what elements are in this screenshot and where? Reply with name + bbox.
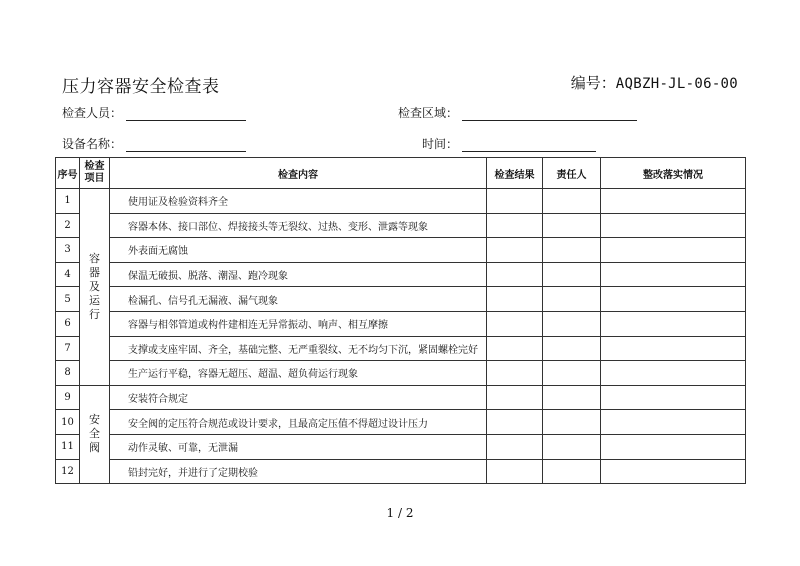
- row-content: 铅封完好，并进行了定期校验: [110, 459, 487, 484]
- time-line[interactable]: [462, 137, 596, 152]
- result-cell[interactable]: [487, 336, 543, 361]
- result-cell[interactable]: [487, 213, 543, 238]
- rectify-cell[interactable]: [601, 385, 746, 410]
- table-row: [56, 189, 746, 214]
- result-cell[interactable]: [487, 434, 543, 459]
- result-cell[interactable]: [487, 410, 543, 435]
- table-row: [56, 410, 746, 435]
- row-number: 1: [56, 189, 80, 214]
- table-row: [56, 238, 746, 263]
- person-cell[interactable]: [543, 336, 601, 361]
- header-no: 序号: [56, 158, 80, 189]
- row-number: 7: [56, 336, 80, 361]
- person-cell[interactable]: [543, 262, 601, 287]
- person-cell[interactable]: [543, 311, 601, 336]
- table-row: [56, 287, 746, 312]
- table-row: [56, 385, 746, 410]
- row-number: 4: [56, 262, 80, 287]
- rectify-cell[interactable]: [601, 287, 746, 312]
- category-vessel: [80, 189, 110, 386]
- result-cell[interactable]: [487, 262, 543, 287]
- rectify-cell[interactable]: [601, 434, 746, 459]
- row-number: 3: [56, 238, 80, 263]
- inspector-label: 检查人员：: [62, 106, 123, 120]
- header-person: 责任人: [543, 158, 601, 189]
- time-label: 时间：: [422, 137, 459, 151]
- table-row: [56, 262, 746, 287]
- inspection-table: [55, 157, 746, 484]
- person-cell[interactable]: [543, 189, 601, 214]
- row-content: 外表面无腐蚀: [110, 238, 487, 263]
- result-cell[interactable]: [487, 287, 543, 312]
- area-line[interactable]: [462, 106, 637, 121]
- row-content: 容器与相邻管道或构件建相连无异常振动、响声、相互摩擦: [110, 311, 487, 336]
- rectify-cell[interactable]: [601, 459, 746, 484]
- row-content: 安装符合规定: [110, 385, 487, 410]
- table-row: [56, 213, 746, 238]
- row-content: 容器本体、接口部位、焊接接头等无裂纹、过热、变形、泄露等现象: [110, 213, 487, 238]
- row-content: 安全阀的定压符合规范或设计要求，且最高定压值不得超过设计压力: [110, 410, 487, 435]
- row-content: 使用证及检验资料齐全: [110, 189, 487, 214]
- person-cell[interactable]: [543, 434, 601, 459]
- rectify-cell[interactable]: [601, 238, 746, 263]
- result-cell[interactable]: [487, 238, 543, 263]
- result-cell[interactable]: [487, 311, 543, 336]
- person-cell[interactable]: [543, 238, 601, 263]
- result-cell[interactable]: [487, 189, 543, 214]
- category-safety-valve: [80, 385, 110, 483]
- person-cell[interactable]: [543, 410, 601, 435]
- table-row: [56, 311, 746, 336]
- row-number: 10: [56, 410, 80, 435]
- header-item: 检查项目: [80, 158, 110, 189]
- person-cell[interactable]: [543, 361, 601, 386]
- row-content: 动作灵敏、可靠，无泄漏: [110, 434, 487, 459]
- rectify-cell[interactable]: [601, 311, 746, 336]
- person-cell[interactable]: [543, 213, 601, 238]
- row-content: 支撑或支座牢固、齐全，基础完整、无严重裂纹、无不均匀下沉，紧固螺栓完好: [110, 336, 487, 361]
- category-label: 安全阀: [89, 413, 100, 455]
- table-row: [56, 459, 746, 484]
- document-code: [571, 72, 738, 93]
- table-row: [56, 361, 746, 386]
- row-number: 11: [56, 434, 80, 459]
- table-row: [56, 336, 746, 361]
- result-cell[interactable]: [487, 361, 543, 386]
- row-number: 9: [56, 385, 80, 410]
- rectify-cell[interactable]: [601, 262, 746, 287]
- row-number: 8: [56, 361, 80, 386]
- area-field[interactable]: [398, 104, 637, 121]
- code-label: 编号：: [570, 74, 616, 92]
- code-value: AQBZH-JL-06-00: [615, 76, 738, 92]
- rectify-cell[interactable]: [601, 361, 746, 386]
- equipment-label: 设备名称：: [62, 137, 123, 151]
- person-cell[interactable]: [543, 287, 601, 312]
- category-label: 容器及运行: [89, 251, 100, 321]
- rectify-cell[interactable]: [601, 213, 746, 238]
- person-cell[interactable]: [543, 459, 601, 484]
- row-number: 2: [56, 213, 80, 238]
- page-number: 1 / 2: [386, 506, 414, 520]
- header-result: 检查结果: [487, 158, 543, 189]
- row-number: 6: [56, 311, 80, 336]
- row-content: 保温无破损、脱落、潮湿、跑冷现象: [110, 262, 487, 287]
- table-row: [56, 434, 746, 459]
- inspector-field[interactable]: [62, 104, 246, 121]
- row-content: 生产运行平稳，容器无超压、超温、超负荷运行现象: [110, 361, 487, 386]
- area-label: 检查区域：: [398, 106, 459, 120]
- rectify-cell[interactable]: [601, 336, 746, 361]
- row-content: 检漏孔、信号孔无漏液、漏气现象: [110, 287, 487, 312]
- rectify-cell[interactable]: [601, 410, 746, 435]
- row-number: 5: [56, 287, 80, 312]
- header-content: 检查内容: [110, 158, 487, 189]
- equipment-field[interactable]: [62, 135, 246, 152]
- header-rectify: 整改落实情况: [601, 158, 746, 189]
- person-cell[interactable]: [543, 385, 601, 410]
- equipment-line[interactable]: [126, 137, 246, 152]
- result-cell[interactable]: [487, 459, 543, 484]
- rectify-cell[interactable]: [601, 189, 746, 214]
- table-header-row: [56, 158, 746, 189]
- row-number: 12: [56, 459, 80, 484]
- time-field[interactable]: [422, 135, 596, 152]
- inspector-line[interactable]: [126, 106, 246, 121]
- page-title: 压力容器安全检查表: [62, 77, 220, 97]
- result-cell[interactable]: [487, 385, 543, 410]
